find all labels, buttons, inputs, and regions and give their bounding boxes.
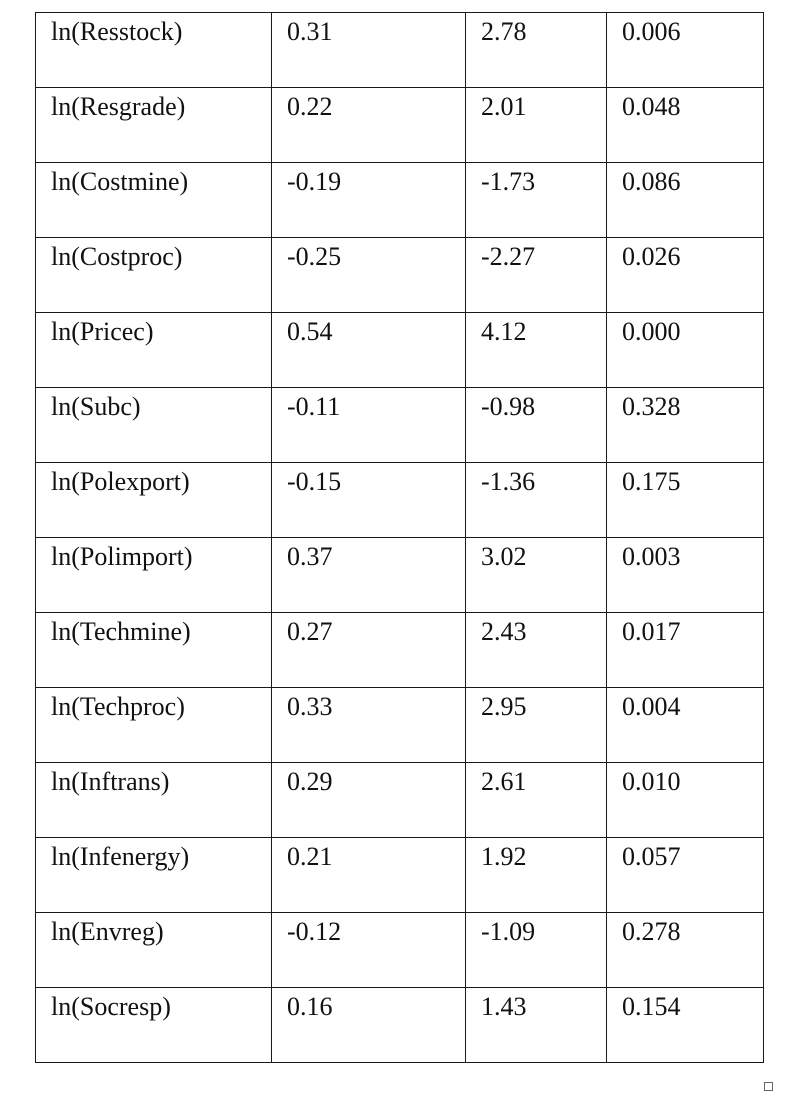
cell-coefficient[interactable]: -0.19 <box>272 163 466 238</box>
cell-variable[interactable]: ln(Costproc) <box>36 238 272 313</box>
cell-coefficient[interactable]: 0.29 <box>272 763 466 838</box>
table-row <box>36 463 764 538</box>
cell-coefficient[interactable]: 0.22 <box>272 88 466 163</box>
table-row <box>36 388 764 463</box>
cell-variable[interactable]: ln(Subc) <box>36 388 272 463</box>
cell-p-value[interactable]: 0.154 <box>607 988 764 1063</box>
cell-coefficient[interactable]: -0.15 <box>272 463 466 538</box>
cell-p-value[interactable]: 0.003 <box>607 538 764 613</box>
cell-coefficient[interactable]: 0.54 <box>272 313 466 388</box>
cell-coefficient[interactable]: 0.33 <box>272 688 466 763</box>
regression-results-table <box>35 12 764 1063</box>
cell-variable[interactable]: ln(Resstock) <box>36 13 272 88</box>
cell-p-value[interactable]: 0.004 <box>607 688 764 763</box>
cell-variable[interactable]: ln(Polexport) <box>36 463 272 538</box>
cell-p-value[interactable]: 0.026 <box>607 238 764 313</box>
table-row <box>36 163 764 238</box>
cell-coefficient[interactable]: 0.37 <box>272 538 466 613</box>
cell-p-value[interactable]: 0.086 <box>607 163 764 238</box>
cell-variable[interactable]: ln(Polimport) <box>36 538 272 613</box>
cell-coefficient[interactable]: -0.25 <box>272 238 466 313</box>
cell-p-value[interactable]: 0.278 <box>607 913 764 988</box>
cell-p-value[interactable]: 0.010 <box>607 763 764 838</box>
cell-t-statistic[interactable]: 2.01 <box>466 88 607 163</box>
cell-p-value[interactable]: 0.328 <box>607 388 764 463</box>
cell-p-value[interactable]: 0.017 <box>607 613 764 688</box>
table-row <box>36 838 764 913</box>
table-row <box>36 88 764 163</box>
cell-t-statistic[interactable]: 3.02 <box>466 538 607 613</box>
cell-t-statistic[interactable]: -1.09 <box>466 913 607 988</box>
cell-coefficient[interactable]: 0.16 <box>272 988 466 1063</box>
cell-coefficient[interactable]: 0.27 <box>272 613 466 688</box>
cell-t-statistic[interactable]: 1.43 <box>466 988 607 1063</box>
cell-p-value[interactable]: 0.048 <box>607 88 764 163</box>
table-resize-handle-icon[interactable] <box>764 1082 773 1091</box>
cell-coefficient[interactable]: -0.11 <box>272 388 466 463</box>
cell-p-value[interactable]: 0.175 <box>607 463 764 538</box>
table-row <box>36 538 764 613</box>
table-row <box>36 13 764 88</box>
cell-variable[interactable]: ln(Pricec) <box>36 313 272 388</box>
cell-t-statistic[interactable]: 1.92 <box>466 838 607 913</box>
table-row <box>36 913 764 988</box>
cell-t-statistic[interactable]: 2.43 <box>466 613 607 688</box>
cell-t-statistic[interactable]: -2.27 <box>466 238 607 313</box>
cell-variable[interactable]: ln(Infenergy) <box>36 838 272 913</box>
cell-coefficient[interactable]: 0.21 <box>272 838 466 913</box>
table-row <box>36 613 764 688</box>
cell-t-statistic[interactable]: 2.61 <box>466 763 607 838</box>
cell-t-statistic[interactable]: 2.95 <box>466 688 607 763</box>
cell-coefficient[interactable]: -0.12 <box>272 913 466 988</box>
table-row <box>36 763 764 838</box>
cell-variable[interactable]: ln(Envreg) <box>36 913 272 988</box>
cell-t-statistic[interactable]: -1.36 <box>466 463 607 538</box>
table-row <box>36 688 764 763</box>
cell-t-statistic[interactable]: 2.78 <box>466 13 607 88</box>
cell-variable[interactable]: ln(Inftrans) <box>36 763 272 838</box>
cell-variable[interactable]: ln(Techproc) <box>36 688 272 763</box>
cell-p-value[interactable]: 0.006 <box>607 13 764 88</box>
cell-t-statistic[interactable]: -1.73 <box>466 163 607 238</box>
cell-p-value[interactable]: 0.057 <box>607 838 764 913</box>
table-row <box>36 988 764 1063</box>
cell-t-statistic[interactable]: -0.98 <box>466 388 607 463</box>
cell-coefficient[interactable]: 0.31 <box>272 13 466 88</box>
table-row <box>36 313 764 388</box>
table-body <box>36 13 764 1063</box>
cell-variable[interactable]: ln(Techmine) <box>36 613 272 688</box>
table-row <box>36 238 764 313</box>
cell-variable[interactable]: ln(Socresp) <box>36 988 272 1063</box>
cell-variable[interactable]: ln(Resgrade) <box>36 88 272 163</box>
cell-p-value[interactable]: 0.000 <box>607 313 764 388</box>
cell-t-statistic[interactable]: 4.12 <box>466 313 607 388</box>
cell-variable[interactable]: ln(Costmine) <box>36 163 272 238</box>
